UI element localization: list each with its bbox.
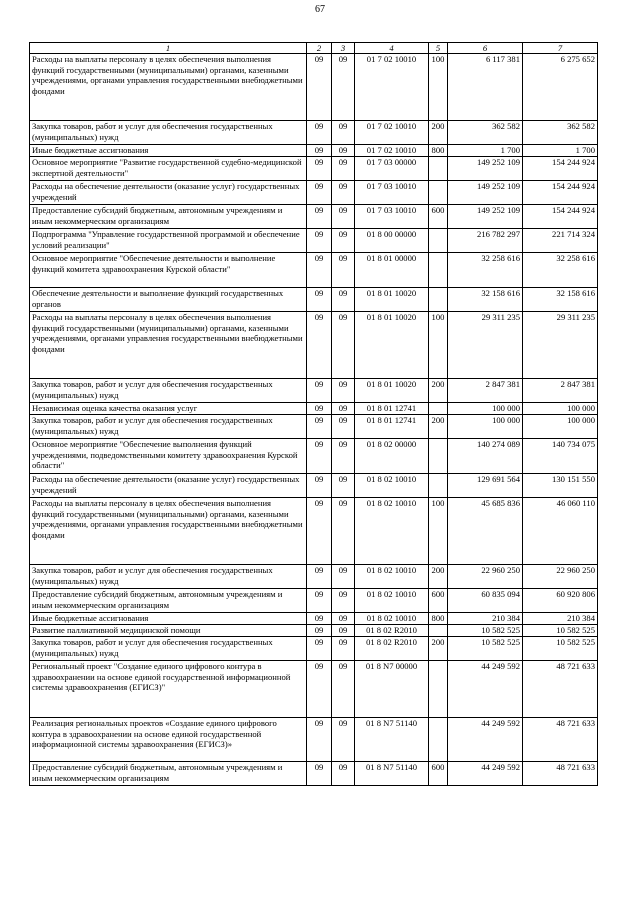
row-expense-type: 100: [429, 54, 448, 121]
row-amount-year-1: 32 158 616: [448, 288, 523, 312]
row-description: Основное мероприятие "Обеспечение выполнения функций учреждениями, подведомственными комитету здравоохранения Курской области": [30, 439, 307, 474]
row-target-article: 01 8 02 R2010: [355, 637, 429, 661]
row-target-article: 01 8 01 10020: [355, 312, 429, 379]
row-expense-type: [429, 181, 448, 205]
row-subsection: 09: [332, 403, 355, 415]
row-section: 09: [307, 589, 332, 613]
row-section: 09: [307, 415, 332, 439]
row-expense-type: [429, 229, 448, 253]
row-target-article: 01 8 01 10020: [355, 288, 429, 312]
row-section: 09: [307, 229, 332, 253]
row-description: Предоставление субсидий бюджетным, автономным учреждениям и иным некоммерческим организациям: [30, 762, 307, 786]
table-row: [30, 439, 598, 474]
table-row: [30, 157, 598, 181]
row-amount-year-2: 130 151 550: [523, 474, 598, 498]
row-section: 09: [307, 253, 332, 288]
row-target-article: 01 8 N7 51140: [355, 718, 429, 762]
row-target-article: 01 7 02 10010: [355, 54, 429, 121]
row-target-article: 01 7 03 10010: [355, 181, 429, 205]
row-amount-year-1: 10 582 525: [448, 637, 523, 661]
row-amount-year-1: 44 249 592: [448, 661, 523, 718]
column-number: 6: [448, 43, 523, 54]
row-expense-type: 100: [429, 498, 448, 565]
row-expense-type: 600: [429, 762, 448, 786]
row-section: 09: [307, 312, 332, 379]
row-amount-year-1: 149 252 109: [448, 157, 523, 181]
row-target-article: 01 8 02 00000: [355, 439, 429, 474]
row-section: 09: [307, 661, 332, 718]
row-amount-year-1: 6 117 381: [448, 54, 523, 121]
row-description: Независимая оценка качества оказания услуг: [30, 403, 307, 415]
row-subsection: 09: [332, 145, 355, 157]
row-subsection: 09: [332, 589, 355, 613]
column-number: 2: [307, 43, 332, 54]
row-expense-type: [429, 288, 448, 312]
row-amount-year-2: 1 700: [523, 145, 598, 157]
row-target-article: 01 8 02 10010: [355, 589, 429, 613]
row-amount-year-1: 22 960 250: [448, 565, 523, 589]
row-target-article: 01 8 01 12741: [355, 403, 429, 415]
table-row: [30, 762, 598, 786]
row-expense-type: 200: [429, 565, 448, 589]
budget-table: [29, 42, 598, 786]
row-amount-year-2: 32 258 616: [523, 253, 598, 288]
row-target-article: 01 8 01 10020: [355, 379, 429, 403]
row-description: Подпрограмма "Управление государственной программой и обеспечение условий реализации": [30, 229, 307, 253]
row-description: Закупка товаров, работ и услуг для обеспечения государственных (муниципальных) нужд: [30, 379, 307, 403]
row-amount-year-1: 29 311 235: [448, 312, 523, 379]
row-amount-year-1: 140 274 089: [448, 439, 523, 474]
table-row: [30, 312, 598, 379]
row-subsection: 09: [332, 229, 355, 253]
row-section: 09: [307, 718, 332, 762]
table-row: [30, 121, 598, 145]
row-target-article: 01 7 03 10010: [355, 205, 429, 229]
row-expense-type: [429, 439, 448, 474]
row-expense-type: [429, 474, 448, 498]
row-section: 09: [307, 613, 332, 625]
row-subsection: 09: [332, 637, 355, 661]
row-target-article: 01 8 02 10010: [355, 565, 429, 589]
table-row: [30, 565, 598, 589]
row-subsection: 09: [332, 625, 355, 637]
table-row: [30, 54, 598, 121]
row-amount-year-1: 60 835 094: [448, 589, 523, 613]
row-amount-year-2: 221 714 324: [523, 229, 598, 253]
row-subsection: 09: [332, 565, 355, 589]
row-subsection: 09: [332, 474, 355, 498]
row-subsection: 09: [332, 288, 355, 312]
row-amount-year-2: 10 582 525: [523, 625, 598, 637]
row-amount-year-2: 22 960 250: [523, 565, 598, 589]
row-target-article: 01 8 N7 51140: [355, 762, 429, 786]
table-row: [30, 474, 598, 498]
row-subsection: 09: [332, 762, 355, 786]
column-number: 4: [355, 43, 429, 54]
row-description: Закупка товаров, работ и услуг для обеспечения государственных (муниципальных) нужд: [30, 565, 307, 589]
row-amount-year-1: 129 691 564: [448, 474, 523, 498]
row-section: 09: [307, 565, 332, 589]
table-row: [30, 589, 598, 613]
table-row: [30, 288, 598, 312]
row-section: 09: [307, 439, 332, 474]
row-section: 09: [307, 474, 332, 498]
row-description: Закупка товаров, работ и услуг для обеспечения государственных (муниципальных) нужд: [30, 415, 307, 439]
table-row: [30, 403, 598, 415]
row-subsection: 09: [332, 121, 355, 145]
column-number: 5: [429, 43, 448, 54]
row-description: Иные бюджетные ассигнования: [30, 613, 307, 625]
row-amount-year-1: 45 685 836: [448, 498, 523, 565]
row-target-article: 01 7 03 00000: [355, 157, 429, 181]
row-amount-year-1: 44 249 592: [448, 718, 523, 762]
row-amount-year-2: 154 244 924: [523, 205, 598, 229]
row-expense-type: [429, 403, 448, 415]
row-amount-year-2: 32 158 616: [523, 288, 598, 312]
row-target-article: 01 8 N7 00000: [355, 661, 429, 718]
column-number: 3: [332, 43, 355, 54]
row-description: Расходы на выплаты персоналу в целях обеспечения выполнения функций государственными (муниципальными) органами, казенными учреждениями, органами управления государственными внебюджетными фондами: [30, 498, 307, 565]
row-expense-type: [429, 253, 448, 288]
table-row: [30, 718, 598, 762]
row-section: 09: [307, 288, 332, 312]
row-target-article: 01 8 02 10010: [355, 474, 429, 498]
page-number: 67: [315, 4, 325, 15]
row-subsection: 09: [332, 253, 355, 288]
row-description: Расходы на обеспечение деятельности (оказание услуг) государственных учреждений: [30, 474, 307, 498]
column-number-row: [30, 43, 598, 54]
row-expense-type: [429, 661, 448, 718]
row-target-article: 01 8 02 10010: [355, 498, 429, 565]
row-section: 09: [307, 181, 332, 205]
row-expense-type: 800: [429, 145, 448, 157]
row-target-article: 01 8 00 00000: [355, 229, 429, 253]
row-amount-year-2: 140 734 075: [523, 439, 598, 474]
row-subsection: 09: [332, 415, 355, 439]
row-subsection: 09: [332, 157, 355, 181]
table-row: [30, 625, 598, 637]
row-target-article: 01 8 01 12741: [355, 415, 429, 439]
row-section: 09: [307, 157, 332, 181]
row-amount-year-2: 154 244 924: [523, 157, 598, 181]
row-subsection: 09: [332, 498, 355, 565]
table-row: [30, 229, 598, 253]
row-section: 09: [307, 625, 332, 637]
column-number: 1: [30, 43, 307, 54]
row-section: 09: [307, 205, 332, 229]
row-target-article: 01 8 02 R2010: [355, 625, 429, 637]
row-amount-year-1: 149 252 109: [448, 181, 523, 205]
row-description: Предоставление субсидий бюджетным, автономным учреждениям и иным некоммерческим организациям: [30, 589, 307, 613]
row-target-article: 01 8 01 00000: [355, 253, 429, 288]
table-row: [30, 613, 598, 625]
row-amount-year-1: 44 249 592: [448, 762, 523, 786]
row-amount-year-2: 100 000: [523, 403, 598, 415]
row-section: 09: [307, 145, 332, 157]
row-amount-year-2: 48 721 633: [523, 718, 598, 762]
row-amount-year-2: 60 920 806: [523, 589, 598, 613]
row-amount-year-2: 48 721 633: [523, 661, 598, 718]
row-description: Расходы на выплаты персоналу в целях обеспечения выполнения функций государственными (муниципальными) органами, казенными учреждениями, органами управления государственными внебюджетными фондами: [30, 312, 307, 379]
row-subsection: 09: [332, 205, 355, 229]
row-subsection: 09: [332, 54, 355, 121]
row-description: Расходы на обеспечение деятельности (оказание услуг) государственных учреждений: [30, 181, 307, 205]
row-expense-type: 200: [429, 379, 448, 403]
row-amount-year-2: 46 060 110: [523, 498, 598, 565]
row-amount-year-1: 32 258 616: [448, 253, 523, 288]
row-amount-year-2: 29 311 235: [523, 312, 598, 379]
row-subsection: 09: [332, 718, 355, 762]
row-amount-year-2: 210 384: [523, 613, 598, 625]
row-expense-type: 800: [429, 613, 448, 625]
row-subsection: 09: [332, 439, 355, 474]
row-expense-type: 200: [429, 637, 448, 661]
row-section: 09: [307, 637, 332, 661]
row-expense-type: 200: [429, 415, 448, 439]
table-row: [30, 379, 598, 403]
table-row: [30, 181, 598, 205]
row-section: 09: [307, 498, 332, 565]
row-amount-year-1: 149 252 109: [448, 205, 523, 229]
row-expense-type: [429, 157, 448, 181]
row-amount-year-2: 10 582 525: [523, 637, 598, 661]
row-subsection: 09: [332, 613, 355, 625]
row-expense-type: 100: [429, 312, 448, 379]
row-description: Иные бюджетные ассигнования: [30, 145, 307, 157]
row-description: Обеспечение деятельности и выполнение функций государственных органов: [30, 288, 307, 312]
row-amount-year-2: 362 582: [523, 121, 598, 145]
row-amount-year-2: 2 847 381: [523, 379, 598, 403]
row-section: 09: [307, 379, 332, 403]
row-amount-year-1: 216 782 297: [448, 229, 523, 253]
row-section: 09: [307, 762, 332, 786]
row-description: Расходы на выплаты персоналу в целях обеспечения выполнения функций государственными (муниципальными) органами, казенными учреждениями, органами управления государственными внебюджетными фондами: [30, 54, 307, 121]
row-amount-year-1: 1 700: [448, 145, 523, 157]
row-amount-year-2: 6 275 652: [523, 54, 598, 121]
row-description: Закупка товаров, работ и услуг для обеспечения государственных (муниципальных) нужд: [30, 121, 307, 145]
row-expense-type: [429, 625, 448, 637]
table-row: [30, 253, 598, 288]
row-amount-year-2: 48 721 633: [523, 762, 598, 786]
row-amount-year-2: 100 000: [523, 415, 598, 439]
row-expense-type: 200: [429, 121, 448, 145]
row-subsection: 09: [332, 661, 355, 718]
row-target-article: 01 7 02 10010: [355, 121, 429, 145]
row-amount-year-1: 100 000: [448, 415, 523, 439]
row-description: Закупка товаров, работ и услуг для обеспечения государственных (муниципальных) нужд: [30, 637, 307, 661]
table-row: [30, 498, 598, 565]
row-expense-type: 600: [429, 589, 448, 613]
row-section: 09: [307, 121, 332, 145]
row-description: Реализация региональных проектов «Создание единого цифрового контура в здравоохранении на основе единой государственной информационной системы здравоохранения (ЕГИСЗ)»: [30, 718, 307, 762]
row-description: Основное мероприятие "Развитие государственной судебно-медицинской экспертной деятельности": [30, 157, 307, 181]
row-description: Основное мероприятие "Обеспечение деятельности и выполнение функций комитета здравоохранения Курской области": [30, 253, 307, 288]
row-subsection: 09: [332, 181, 355, 205]
row-description: Развитие паллиативной медицинской помощи: [30, 625, 307, 637]
row-expense-type: 600: [429, 205, 448, 229]
row-expense-type: [429, 718, 448, 762]
row-description: Региональный проект "Создание единого цифрового контура в здравоохранении на основе единой государственной информационной системы здравоохранения (ЕГИСЗ)": [30, 661, 307, 718]
table-row: [30, 661, 598, 718]
table-row: [30, 637, 598, 661]
table-row: [30, 415, 598, 439]
row-amount-year-1: 100 000: [448, 403, 523, 415]
row-subsection: 09: [332, 312, 355, 379]
row-amount-year-2: 154 244 924: [523, 181, 598, 205]
row-amount-year-1: 362 582: [448, 121, 523, 145]
row-target-article: 01 7 02 10010: [355, 145, 429, 157]
table-row: [30, 205, 598, 229]
row-section: 09: [307, 54, 332, 121]
row-target-article: 01 8 02 10010: [355, 613, 429, 625]
column-number: 7: [523, 43, 598, 54]
row-amount-year-1: 210 384: [448, 613, 523, 625]
table-row: [30, 145, 598, 157]
row-description: Предоставление субсидий бюджетным, автономным учреждениям и иным некоммерческим организациям: [30, 205, 307, 229]
row-amount-year-1: 10 582 525: [448, 625, 523, 637]
row-amount-year-1: 2 847 381: [448, 379, 523, 403]
row-subsection: 09: [332, 379, 355, 403]
row-section: 09: [307, 403, 332, 415]
